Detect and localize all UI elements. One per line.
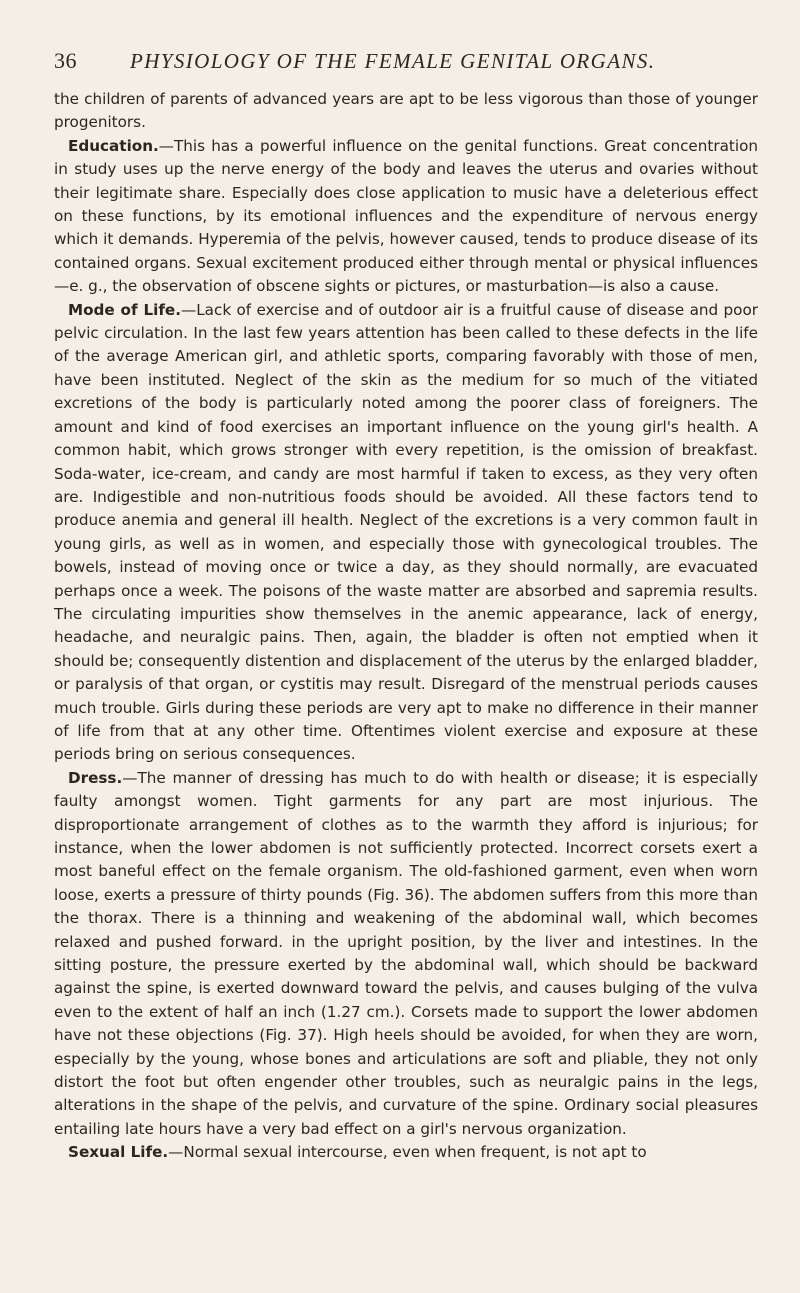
paragraph-text: —The manner of dressing has much to do with health or disease; it is especially faulty amongst women. Tight garments for any part are most injurious. The disproportionate arrangement of clothes as to the warmth they afford is injurious; for instance, when the lower abdomen is not sufficiently protected. Incorrect corsets exert a most baneful effect on the female organism. The old-fashioned garment, even when worn loose, exerts a pressure of thirty pounds (Fig. 36). The abdomen suffers from this more than the thorax. There is a thinning and weakening of the abdominal wall, which becomes relaxed and pushed forward. in the upright position, by the liver and intestines. In the sitting posture, the pressure exerted by the abdominal wall, which should be backward against the spine, is exerted downward toward the pelvis, and causes bulging of the vulva even to the extent of half an inch (1.27 cm.). Corsets made to support the lower abdomen have not these objections (Fig. 37). High heels should be avoided, for when they are worn, especially by the young, whose bones and articulations are soft and pliable, they not only distort the foot but often engender other troubles, such as neuralgic pains in the legs, alterations in the shape of the pelvis, and curvature of the spine. Ordinary social pleasures entailing late hours have a very bad effect on a girl's nervous organization. (54, 768, 758, 1138)
section-heading-dress: Dress. (68, 768, 123, 787)
paragraph-dress (54, 767, 758, 1142)
paragraph-text: —This has a powerful influence on the genital functions. Great concentration in study uses up the nerve energy of the body and leaves the uterus and ovaries without their legitimate share. Especially does close application to music have a deleterious effect on these functions, by its emotional influences and the expenditure of nervous energy which it demands. Hyperemia of the pelvis, however caused, tends to produce disease of its contained organs. Sexual excitement produced either through mental or physical influences—e. g., the observation of obscene sights or pictures, or masturbation—is also a cause. (54, 136, 758, 296)
paragraph-text: —Normal sexual intercourse, even when frequent, is not apt to (168, 1143, 647, 1162)
paragraph-mode-of-life (54, 299, 758, 767)
page-header (54, 48, 758, 82)
section-heading-education: Education. (68, 136, 159, 155)
paragraph-sexual-life (54, 1141, 758, 1164)
section-heading-mode-of-life: Mode of Life. (68, 300, 182, 319)
body-text (54, 88, 758, 1165)
page-number: 36 (54, 48, 77, 73)
paragraph-text: —Lack of exercise and of outdoor air is a fruitful cause of disease and poor pelvic circulation. In the last few years attention has been called to these defects in the life of the average American girl, and athletic sports, comparing favorably with those of men, have been instituted. Neglect of the skin as the medium for so much of the vitiated excretions of the body is particularly noted among the poorer class of foreigners. The amount and kind of food exercises an important influence on the young girl's health. A common habit, which grows stronger with every repetition, is the omission of breakfast. Soda-water, ice-cream, and candy are most harmful if taken to excess, as they very often are. Indigestible and non-nutritious foods should be avoided. All these factors tend to produce anemia and general ill health. Neglect of the excretions is a very common fault in young girls, as well as in women, and especially those with gynecological troubles. The bowels, instead of moving once or twice a day, as they should normally, are evacuated perhaps once a week. The poisons of the waste matter are absorbed and sapremia results. The circulating impurities show themselves in the anemic appearance, lack of energy, headache, and neuralgic pains. Then, again, the bladder is often not emptied when it should be; consequently distention and displacement of the uterus by the enlarged bladder, or paralysis of that organ, or cystitis may result. Disregard of the menstrual periods causes much trouble. Girls during these periods are very apt to make no difference in their manner of life from that at any other time. Oftentimes violent exercise and exposure at these periods bring on serious consequences. (54, 300, 759, 764)
paragraph-continuation (54, 88, 758, 135)
paragraph-education (54, 135, 758, 299)
paragraph-text: the children of parents of advanced years are apt to be less vigorous than those of younger progenitors. (54, 90, 758, 132)
running-title: PHYSIOLOGY OF THE FEMALE GENITAL ORGANS. (130, 49, 656, 73)
section-heading-sexual-life: Sexual Life. (68, 1143, 169, 1162)
